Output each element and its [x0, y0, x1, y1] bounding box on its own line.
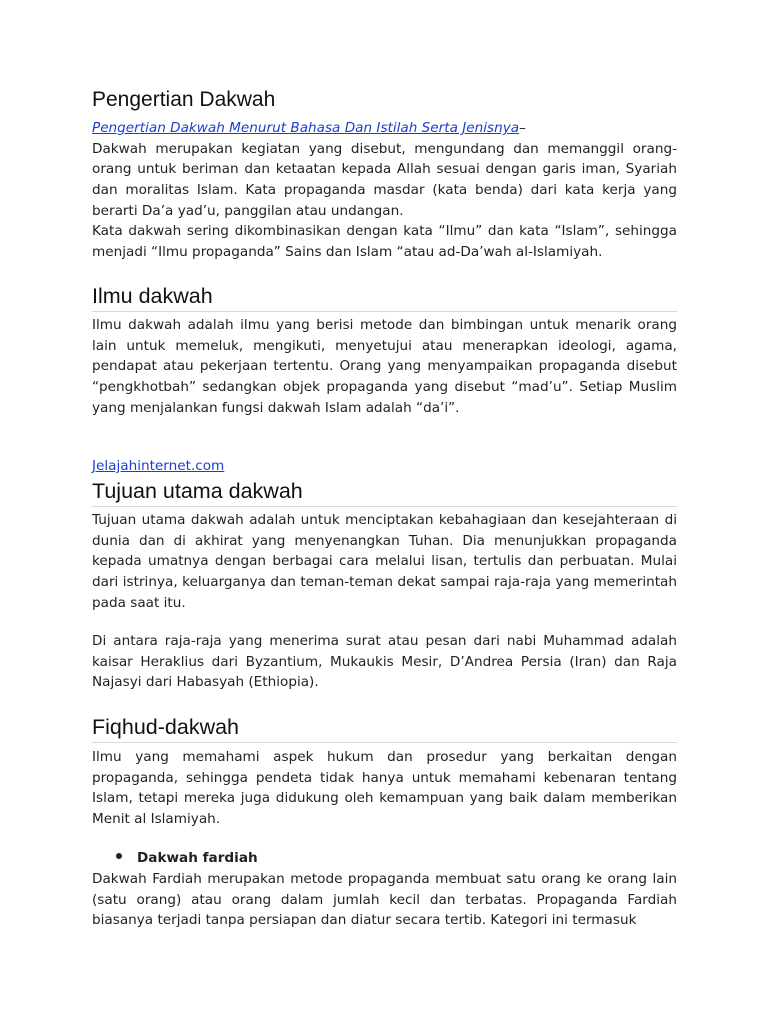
bullet-icon: [116, 853, 122, 859]
heading-tujuan-utama: Tujuan utama dakwah: [92, 477, 677, 507]
list-item: [116, 850, 258, 866]
source-link[interactable]: Jelajahinternet.com: [92, 458, 225, 474]
heading-fiqhud-dakwah: Fiqhud-dakwah: [92, 713, 677, 743]
ilmu-dakwah-paragraph: Ilmu dakwah adalah ilmu yang berisi metode dan bimbingan untuk menarik orang lain untuk memeluk, mengikuti, menyetujui atau menerapkan ideologi, agama, pendapat atau pekerjaan tertentu. Orang yang menyampaikan propaganda disebut “pengkhotbah” sedangkan objek propaganda yang disebut “mad’u”. Setiap Muslim yang menjalankan fungsi dakwah Islam adalah “da’i”.: [92, 317, 677, 416]
intro-dash: –: [519, 120, 526, 136]
tujuan-paragraph-2: Di antara raja-raja yang menerima surat atau pesan dari nabi Muhammad adalah kaisar Heraklius dari Byzantium, Mukaukis Mesir, D’Andrea Persia (Iran) dan Raja Najasyi dari Habasyah (Ethiopia).: [92, 633, 677, 691]
fiqhud-paragraph: Ilmu yang memahami aspek hukum dan prosedur yang berkaitan dengan propaganda, sehingga pendeta tidak hanya untuk memahami kebenaran tentang Islam, tetapi mereka juga didukung oleh kemampuan yang baik dalam memberikan Menit al Islamiyah.: [92, 749, 677, 828]
intro-text: Dakwah merupakan kegiatan yang disebut, mengundang dan memanggil orang-orang untuk beriman dan ketaatan kepada Allah sesuai dengan garis iman, Syariah dan moralitas Islam. Kata propaganda masdar (kata benda) dari kata kerja yang berarti Da’a yad’u, panggilan atau undangan.: [92, 140, 677, 219]
intro-article-link[interactable]: Pengertian Dakwah Menurut Bahasa Dan Istilah Serta Jenisnya: [92, 120, 520, 136]
dakwah-fardiah-paragraph: Dakwah Fardiah merupakan metode propaganda membuat satu orang ke orang lain (satu orang) atau orang dalam jumlah kecil dan terbatas. Propaganda Fardiah biasanya terjadi tanpa persiapan dan diatur secara tertib. Kategori ini termasuk: [92, 871, 677, 929]
bullet-label: Dakwah fardiah: [137, 850, 258, 866]
heading-ilmu-dakwah: Ilmu dakwah: [92, 282, 677, 312]
tujuan-paragraph-1: Tujuan utama dakwah adalah untuk menciptakan kebahagiaan dan kesejahteraan di dunia dan di akhirat yang menyenangkan Tuhan. Dia menunjukkan propaganda kepada umatnya dengan berbagai cara melalui lisan, tertulis dan perbuatan. Mulai dari istrinya, keluarganya dan teman-teman dekat sampai raja-raja yang memerintah pada saat itu.: [92, 512, 677, 611]
intro-paragraph: [92, 118, 677, 222]
page-title: Pengertian Dakwah: [92, 88, 276, 111]
intro-paragraph-2: Kata dakwah sering dikombinasikan dengan kata “Ilmu” dan kata “Islam”, sehingga menjadi “Ilmu propaganda” Sains dan Islam “atau ad-Da’wah al-Islamiyah.: [92, 223, 677, 260]
